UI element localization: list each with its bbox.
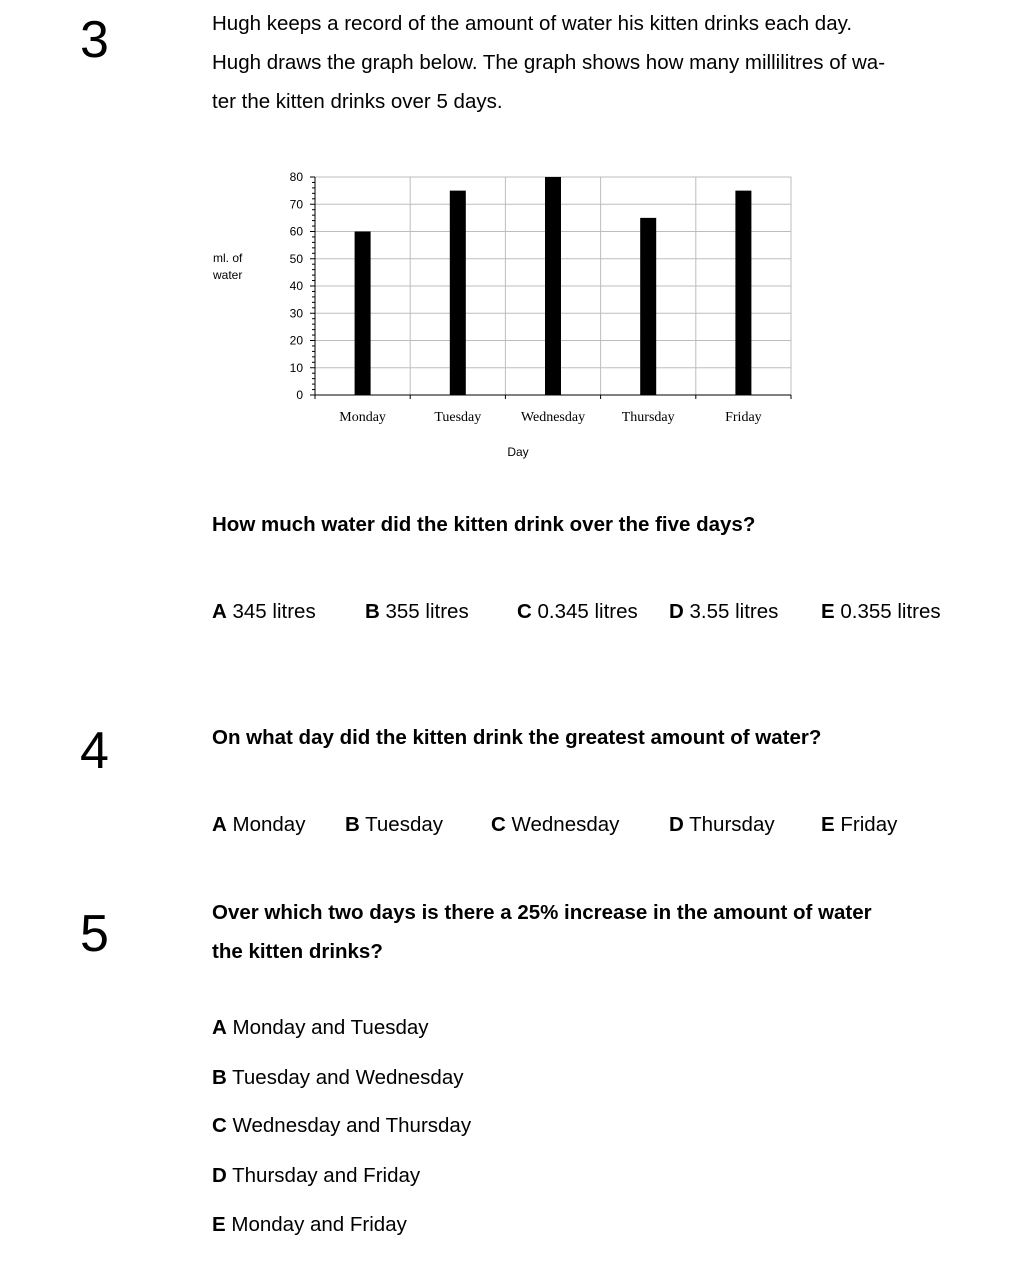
y-tick-label: 40 (289, 279, 303, 293)
q3-question: How much water did the kitten drink over the five days? (212, 513, 756, 536)
bar-thursday (640, 218, 656, 395)
bar-wednesday (545, 177, 561, 395)
water-bar-chart (205, 165, 805, 465)
y-tick-label: 0 (296, 388, 303, 402)
y-tick-label: 50 (289, 251, 303, 266)
y-tick-label: 80 (289, 170, 303, 184)
x-axis-title: Day (507, 445, 529, 459)
chart-labels (212, 170, 762, 459)
q5-option-d[interactable]: D Thursday and Friday (212, 1164, 421, 1187)
x-category-label: Tuesday (434, 410, 482, 425)
q3-option-c[interactable]: C 0.345 litres (517, 600, 638, 623)
q3-intro-line-3: ter the kitten drinks over 5 days. (212, 90, 503, 113)
x-category-label: Thursday (621, 410, 675, 425)
q3-option-d[interactable]: D 3.55 litres (669, 600, 779, 623)
q4-option-a[interactable]: A Monday (212, 813, 306, 836)
y-tick-label: 60 (289, 224, 303, 239)
y-axis-title-line: ml. of (213, 251, 243, 265)
y-tick-label: 10 (289, 360, 303, 375)
question-number-5: 5 (80, 905, 109, 963)
q5-option-c[interactable]: C Wednesday and Thursday (212, 1114, 472, 1137)
y-axis-title-line: water (213, 268, 243, 282)
x-category-label: Wednesday (520, 410, 586, 425)
question-number-4: 4 (80, 722, 109, 780)
q5-option-b[interactable]: B Tuesday and Wednesday (212, 1066, 464, 1089)
q5-option-e[interactable]: E Monday and Friday (212, 1213, 407, 1236)
q3-option-e[interactable]: E 0.355 litres (821, 600, 941, 623)
bar-monday (355, 232, 371, 396)
q4-option-c[interactable]: C Wednesday (491, 813, 620, 836)
q3-intro-line-2: Hugh draws the graph below. The graph shows how many millilitres of wa- (212, 51, 886, 74)
y-tick-label: 20 (289, 333, 303, 348)
q4-question: On what day did the kitten drink the greatest amount of water? (212, 726, 822, 749)
bar-friday (735, 191, 751, 395)
q3-intro-line-1: Hugh keeps a record of the amount of water his kitten drinks each day. (212, 12, 853, 35)
bar-tuesday (450, 191, 466, 395)
y-tick-label: 70 (289, 197, 303, 212)
question-number-3: 3 (80, 11, 109, 69)
y-tick-label: 30 (289, 306, 303, 321)
q4-option-e[interactable]: E Friday (821, 813, 898, 836)
q5-question-line-2: the kitten drinks? (212, 940, 383, 963)
q4-option-d[interactable]: D Thursday (669, 813, 775, 836)
q5-option-a[interactable]: A Monday and Tuesday (212, 1016, 429, 1039)
q5-question-line-1: Over which two days is there a 25% increase in the amount of water (212, 901, 872, 924)
x-category-label: Friday (725, 410, 762, 425)
x-category-label: Monday (339, 410, 386, 425)
q4-option-b[interactable]: B Tuesday (345, 813, 444, 836)
q3-option-b[interactable]: B 355 litres (365, 600, 469, 623)
q3-option-a[interactable]: A 345 litres (212, 600, 316, 623)
